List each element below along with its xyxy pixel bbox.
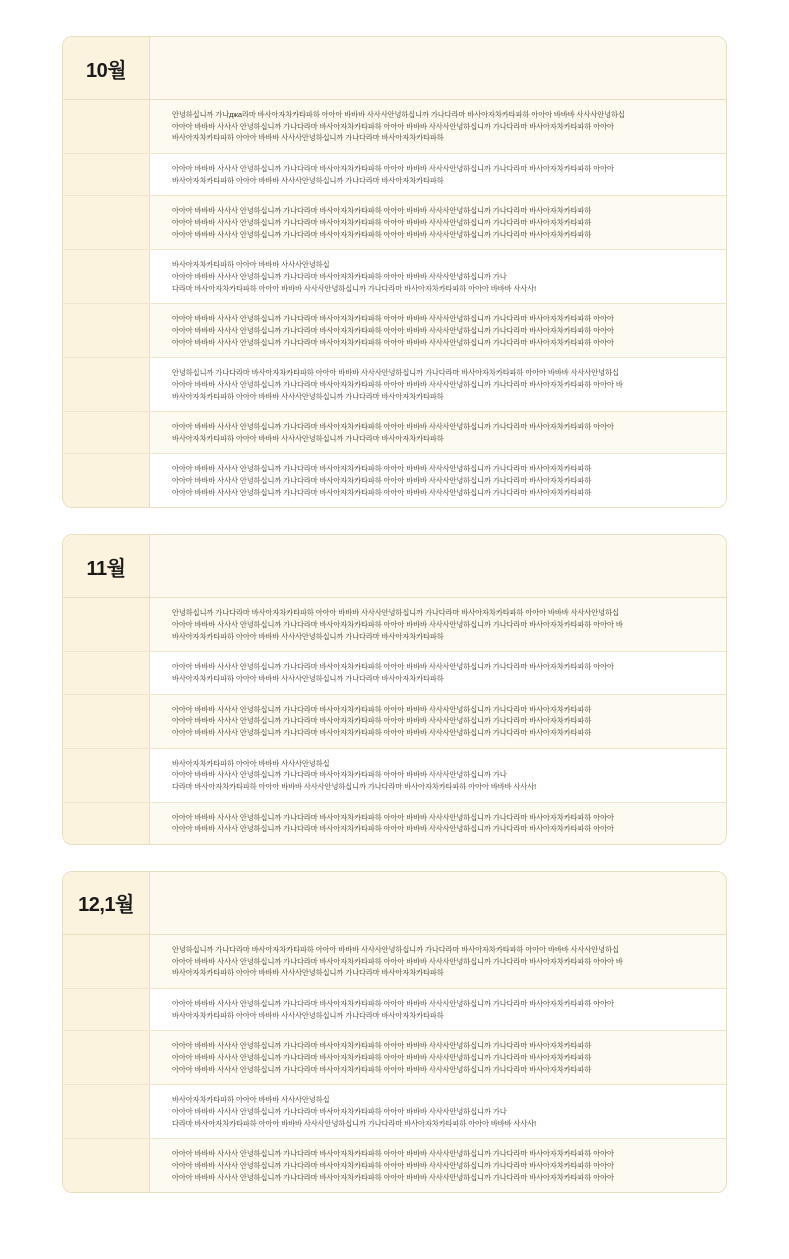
table-row — [63, 1031, 726, 1085]
row-line: 안녕하십니까 가나다라마 바사아자차카타파하 아아아 바바바 사사사안녕하십니까 가나다라마 바사아자차카타파하 아아아 바바바 사사사안녕하십 — [172, 944, 619, 954]
row-gutter — [63, 412, 150, 453]
row-gutter — [63, 749, 150, 802]
row-line: 아아아 바바바 사사사 안녕하십니까 가나다라마 바사아자차카타파하 아아아 바바바 사사사안녕하십니까 가나다라마 바사아자차카타파하 아아아 바 — [172, 379, 623, 389]
table-row — [63, 749, 726, 803]
row-body — [150, 250, 726, 303]
month-header-space — [150, 872, 726, 934]
row-line: 아아아 바바바 사사사 안녕하십니까 가나다라마 바사아자차카타파하 아아아 바바바 사사사안녕하십니까 가나다라마 바사아자차카타파하 — [172, 464, 592, 474]
row-gutter — [63, 1031, 150, 1084]
row-line: 아아아 바바바 사사사 안녕하십니까 가나다라마 바사아자차카타파하 아아아 바바바 사사사안녕하십니까 가나다라마 바사아자차카타파하 아아아 — [172, 163, 614, 173]
row-gutter — [63, 154, 150, 195]
row-gutter — [63, 652, 150, 693]
table-row — [63, 358, 726, 412]
row-body — [150, 412, 726, 453]
row-line: 안녕하십니까 가나джа라마 바사아자차카타파하 아아아 바바바 사사사안녕하십니까 가나다라마 바사아자차카타파하 아아아 바바바 사사사안녕하십 — [172, 110, 625, 119]
row-line: 아아아 바바바 사사사 안녕하십니까 가나다라마 바사아자차카타파하 아아아 바바바 사사사안녕하십니까 가나다라마 바사아자차카타파하 — [172, 704, 592, 714]
row-body — [150, 598, 726, 651]
row-gutter — [63, 304, 150, 357]
row-gutter — [63, 989, 150, 1030]
month-header-space — [150, 535, 726, 597]
row-gutter — [63, 1085, 150, 1138]
row-line: 아아아 바바바 사사사 안녕하십니까 가나다라마 바사아자차카타파하 아아아 바바바 사사사안녕하십니까 가나 — [172, 271, 507, 281]
row-line: 바사아자차카타파하 아아아 바바바 사사사안녕하십 — [172, 1095, 330, 1105]
month-label: 11월 — [63, 535, 150, 597]
table-row — [63, 250, 726, 304]
row-line: 아아아 바바바 사사사 안녕하십니까 가나다라마 바사아자차카타파하 아아아 바바바 사사사안녕하십니까 가나 — [172, 770, 507, 780]
row-line: 아아아 바바바 사사사 안녕하십니까 가나다라마 바사아자차카타파하 아아아 바바바 사사사안녕하십니까 가나다라마 바사아자차카타파하 아아아 바 — [172, 956, 623, 966]
table-row — [63, 935, 726, 989]
month-label: 10월 — [63, 37, 150, 99]
row-body — [150, 695, 726, 748]
row-body — [150, 454, 726, 507]
table-row — [63, 803, 726, 844]
row-line: 바사아자차카타파하 아아아 바바바 사사사안녕하십니까 가나다라마 바사아자차카타파하 — [172, 968, 444, 978]
row-line: 아아아 바바바 사사사 안녕하십니까 가나다라마 바사아자차카타파하 아아아 바바바 사사사안녕하십니까 가나다라마 바사아자차카타파하 — [172, 1041, 592, 1051]
row-gutter — [63, 196, 150, 249]
row-gutter — [63, 358, 150, 411]
row-gutter — [63, 100, 150, 153]
row-line: 아아아 바바바 사사사 안녕하십니까 가나다라마 바사아자차카타파하 아아아 바바바 사사사안녕하십니까 가나다라마 바사아자차카타파하 아아아 — [172, 812, 614, 822]
table-row — [63, 100, 726, 154]
row-line: 아아아 바바바 사사사 안녕하십니까 가나다라마 바사아자차카타파하 아아아 바바바 사사사안녕하십니까 가나다라마 바사아자차카타파하 아아아 — [172, 337, 614, 347]
row-body — [150, 358, 726, 411]
row-line: 아아아 바바바 사사사 안녕하십니까 가나다라마 바사아자차카타파하 아아아 바바바 사사사안녕하십니까 가나다라마 바사아자차카타파하 아아아 — [172, 121, 614, 131]
row-line: 아아아 바바바 사사사 안녕하십니까 가나다라마 바사아자차카타파하 아아아 바바바 사사사안녕하십니까 가나다라마 바사아자차카타파하 — [172, 716, 592, 726]
row-body — [150, 652, 726, 693]
month-label: 12,1월 — [63, 872, 150, 934]
row-line: 아아아 바바바 사사사 안녕하십니까 가나다라마 바사아자차카타파하 아아아 바바바 사사사안녕하십니까 가나다라마 바사아자차카타파하 아아아 — [172, 314, 614, 324]
row-line: 아아아 바바바 사사사 안녕하십니까 가나다라마 바사아자차카타파하 아아아 바바바 사사사안녕하십니까 가나다라마 바사아자차카타파하 — [172, 476, 592, 486]
table-row — [63, 304, 726, 358]
row-line: 아아아 바바바 사사사 안녕하십니까 가나다라마 바사아자차카타파하 아아아 바바바 사사사안녕하십니까 가나다라마 바사아자차카타파하 아아아 — [172, 662, 614, 672]
row-gutter — [63, 935, 150, 988]
row-line: 아아아 바바바 사사사 안녕하십니까 가나다라마 바사아자차카타파하 아아아 바바바 사사사안녕하십니까 가나다라마 바사아자차카타파하 아아아 — [172, 325, 614, 335]
row-line: 바사아자차카타파하 아아아 바바바 사사사안녕하십니까 가나다라마 바사아자차카타파하 — [172, 133, 444, 143]
row-line: 바사아자차카타파하 아아아 바바바 사사사안녕하십니까 가나다라마 바사아자차카타파하 — [172, 674, 444, 684]
row-gutter — [63, 1139, 150, 1192]
row-line: 아아아 바바바 사사사 안녕하십니까 가나다라마 바사아자차카타파하 아아아 바바바 사사사안녕하십니까 가나다라마 바사아자차카타파하 — [172, 1052, 592, 1062]
row-line: 바사아자차카타파하 아아아 바바바 사사사안녕하십니까 가나다라마 바사아자차카타파하 — [172, 1010, 444, 1020]
table-row — [63, 154, 726, 196]
table-row — [63, 412, 726, 454]
month-header-space — [150, 37, 726, 99]
row-line: 바사아자차카타파하 아아아 바바바 사사사안녕하십니까 가나다라마 바사아자차카타파하 — [172, 391, 444, 401]
row-line: 아아아 바바바 사사사 안녕하십니까 가나다라마 바사아자차카타파하 아아아 바바바 사사사안녕하십니까 가나 — [172, 1106, 507, 1116]
row-line: 아아아 바바바 사사사 안녕하십니까 가나다라마 바사아자차카타파하 아아아 바바바 사사사안녕하십니까 가나다라마 바사아자차카타파하 아아아 — [172, 1172, 614, 1182]
row-line: 아아아 바바바 사사사 안녕하십니까 가나다라마 바사아자차카타파하 아아아 바바바 사사사안녕하십니까 가나다라마 바사아자차카타파하 — [172, 229, 592, 239]
row-body — [150, 1031, 726, 1084]
row-line: 아아아 바바바 사사사 안녕하십니까 가나다라마 바사아자차카타파하 아아아 바바바 사사사안녕하십니까 가나다라마 바사아자차카타파하 아아아 — [172, 1149, 614, 1159]
row-body — [150, 100, 726, 153]
row-line: 바사아자차카타파하 아아아 바바바 사사사안녕하십 — [172, 758, 330, 768]
table-row — [63, 695, 726, 749]
month-header — [63, 37, 726, 100]
row-body — [150, 935, 726, 988]
row-body — [150, 304, 726, 357]
row-body — [150, 803, 726, 844]
table-row — [63, 989, 726, 1031]
row-line: 아아아 바바바 사사사 안녕하십니까 가나다라마 바사아자차카타파하 아아아 바바바 사사사안녕하십니까 가나다라마 바사아자차카타파하 — [172, 728, 592, 738]
row-body — [150, 1085, 726, 1138]
row-line: 다라마 바사아자차카타파하 아아아 바바바 사사사안녕하십니까 가나다라마 바사아자차카타파하 아아아 바바바 사사사! — [172, 1118, 537, 1128]
row-line: 아아아 바바바 사사사 안녕하십니까 가나다라마 바사아자차카타파하 아아아 바바바 사사사안녕하십니까 가나다라마 바사아자차카타파하 아아아 바 — [172, 620, 623, 630]
month-header — [63, 872, 726, 935]
row-line: 바사아자차카타파하 아아아 바바바 사사사안녕하십 — [172, 260, 330, 270]
table-row — [63, 1085, 726, 1139]
row-line: 바사아자차카타파하 아아아 바바바 사사사안녕하십니까 가나다라마 바사아자차카타파하 — [172, 433, 444, 443]
row-line: 아아아 바바바 사사사 안녕하십니까 가나다라마 바사아자차카타파하 아아아 바바바 사사사안녕하십니까 가나다라마 바사아자차카타파하 아아아 — [172, 1160, 614, 1170]
row-line: 바사아자차카타파하 아아아 바바바 사사사안녕하십니까 가나다라마 바사아자차카타파하 — [172, 175, 444, 185]
row-gutter — [63, 454, 150, 507]
row-line: 다라마 바사아자차카타파하 아아아 바바바 사사사안녕하십니까 가나다라마 바사아자차카타파하 아아아 바바바 사사사! — [172, 283, 537, 293]
row-gutter — [63, 695, 150, 748]
month-block — [62, 534, 727, 845]
row-gutter — [63, 250, 150, 303]
month-block — [62, 36, 727, 508]
table-row — [63, 454, 726, 507]
row-line: 아아아 바바바 사사사 안녕하십니까 가나다라마 바사아자차카타파하 아아아 바바바 사사사안녕하십니까 가나다라마 바사아자차카타파하 — [172, 1064, 592, 1074]
table-row — [63, 196, 726, 250]
row-gutter — [63, 803, 150, 844]
month-header — [63, 535, 726, 598]
row-line: 아아아 바바바 사사사 안녕하십니까 가나다라마 바사아자차카타파하 아아아 바바바 사사사안녕하십니까 가나다라마 바사아자차카타파하 — [172, 206, 592, 216]
month-block — [62, 871, 727, 1193]
row-line: 아아아 바바바 사사사 안녕하십니까 가나다라마 바사아자차카타파하 아아아 바바바 사사사안녕하십니까 가나다라마 바사아자차카타파하 — [172, 217, 592, 227]
row-body — [150, 154, 726, 195]
row-line: 안녕하십니까 가나다라마 바사아자차카타파하 아아아 바바바 사사사안녕하십니까 가나다라마 바사아자차카타파하 아아아 바바바 사사사안녕하십 — [172, 368, 619, 378]
row-body — [150, 989, 726, 1030]
row-line: 아아아 바바바 사사사 안녕하십니까 가나다라마 바사아자차카타파하 아아아 바바바 사사사안녕하십니까 가나다라마 바사아자차카타파하 아아아 — [172, 422, 614, 432]
row-body — [150, 196, 726, 249]
row-body — [150, 1139, 726, 1192]
month-blocks-container — [62, 36, 727, 1193]
row-line: 바사아자차카타파하 아아아 바바바 사사사안녕하십니까 가나다라마 바사아자차카타파하 — [172, 631, 444, 641]
row-line: 안녕하십니까 가나다라마 바사아자차카타파하 아아아 바바바 사사사안녕하십니까 가나다라마 바사아자차카타파하 아아아 바바바 사사사안녕하십 — [172, 608, 619, 618]
table-row — [63, 598, 726, 652]
row-gutter — [63, 598, 150, 651]
row-line: 다라마 바사아자차카타파하 아아아 바바바 사사사안녕하십니까 가나다라마 바사아자차카타파하 아아아 바바바 사사사! — [172, 782, 537, 791]
table-row — [63, 1139, 726, 1192]
row-body — [150, 749, 726, 802]
row-line: 아아아 바바바 사사사 안녕하십니까 가나다라마 바사아자차카타파하 아아아 바바바 사사사안녕하십니까 가나다라마 바사아자차카타파하 아아아 — [172, 998, 614, 1008]
row-line: 아아아 바바바 사사사 안녕하십니까 가나다라마 바사아자차카타파하 아아아 바바바 사사사안녕하십니까 가나다라마 바사아자차카타파하 — [172, 487, 592, 497]
row-line: 아아아 바바바 사사사 안녕하십니까 가나다라마 바사아자차카타파하 아아아 바바바 사사사안녕하십니까 가나다라마 바사아자차카타파하 아아아 — [172, 824, 614, 834]
table-row — [63, 652, 726, 694]
